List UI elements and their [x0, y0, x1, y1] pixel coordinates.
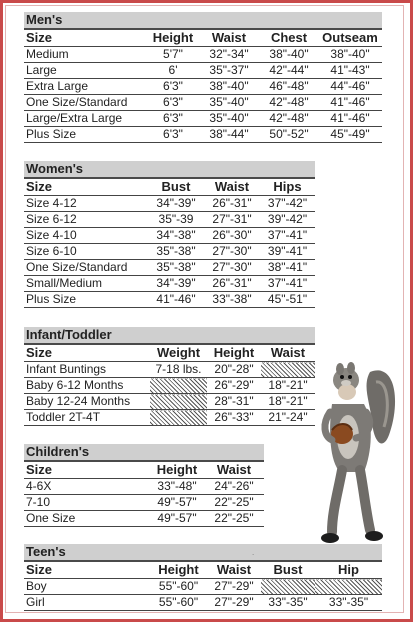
womens-col-size: Size	[26, 179, 53, 194]
childrens-title: Children's	[24, 444, 264, 462]
size-cell: Size 4-10	[26, 228, 77, 242]
weight-cell-na	[150, 378, 207, 394]
womens-col-waist: Waist	[214, 179, 250, 194]
stray-dot: .	[252, 548, 255, 557]
chest-cell: 38"-40"	[269, 47, 309, 61]
waist-cell: 22"-25"	[214, 511, 254, 525]
outseam-cell: 41"-43"	[330, 63, 370, 77]
childrens-col-size: Size	[26, 462, 53, 477]
hips-cell: 38"-41"	[267, 260, 308, 274]
size-cell: Medium	[26, 47, 69, 61]
size-cell: Size 6-12	[26, 212, 77, 226]
height-cell: 20"-28"	[214, 362, 254, 376]
size-cell: Infant Buntings	[26, 362, 107, 376]
infant-title: Infant/Toddler	[24, 327, 315, 345]
mens-header-row	[24, 30, 382, 47]
table-row	[24, 579, 382, 595]
size-cell: Large	[26, 63, 57, 77]
waist-cell: 32"-34"	[209, 47, 249, 61]
table-row	[24, 260, 315, 276]
teens-col-height: Height	[158, 562, 199, 577]
waist-cell: 26"-31"	[212, 196, 252, 210]
womens-section	[24, 161, 315, 308]
infant-col-waist: Waist	[270, 345, 306, 360]
size-cell: One Size/Standard	[26, 260, 128, 274]
womens-col-bust: Bust	[161, 179, 191, 194]
outseam-cell: 41"-46"	[330, 111, 370, 125]
bust-cell: 41"-46"	[156, 292, 196, 306]
waist-cell: 27"-31"	[212, 212, 252, 226]
table-row	[24, 47, 382, 63]
size-cell: Size 4-12	[26, 196, 77, 210]
bust-cell: 34"-39"	[156, 276, 196, 290]
table-row	[24, 63, 382, 79]
outseam-cell: 38"-40"	[330, 47, 370, 61]
size-cell: Toddler 2T-4T	[26, 410, 101, 424]
table-row	[24, 378, 315, 394]
mens-col-chest: Chest	[270, 30, 308, 45]
height-cell: 6'3"	[163, 127, 183, 141]
waist-cell: 35"-37"	[209, 63, 249, 77]
waist-cell: 18"-21"	[268, 378, 308, 392]
table-row	[24, 479, 264, 495]
teens-table	[24, 562, 382, 611]
waist-cell: 38"-44"	[209, 127, 249, 141]
table-row	[24, 127, 382, 143]
infant-col-height: Height	[213, 345, 255, 360]
size-cell: One Size/Standard	[26, 95, 128, 109]
chest-cell: 42"-48"	[269, 111, 309, 125]
size-cell: Plus Size	[26, 127, 77, 141]
womens-header-row	[24, 179, 315, 196]
bust-cell-na	[261, 579, 315, 595]
mens-section	[24, 12, 382, 143]
height-cell: 49"-57"	[157, 511, 197, 525]
waist-cell: 24"-26"	[214, 479, 254, 493]
chest-cell: 42"-48"	[269, 95, 309, 109]
waist-cell: 38"-40"	[209, 79, 249, 93]
teens-section	[24, 544, 382, 611]
waist-cell: 22"-25"	[214, 495, 254, 509]
waist-cell: 21"-24"	[268, 410, 308, 424]
hips-cell: 37"-42"	[267, 196, 308, 210]
mens-col-height: Height	[152, 30, 194, 45]
waist-cell: 18"-21"	[268, 394, 308, 408]
weight-cell-na	[150, 410, 207, 426]
weight-cell: 7-18 lbs.	[155, 362, 202, 376]
bust-cell: 34"-38"	[156, 228, 196, 242]
height-cell: 6'	[168, 63, 178, 77]
table-row	[24, 95, 382, 111]
height-cell: 6'3"	[163, 95, 183, 109]
mens-col-size: Size	[26, 30, 53, 45]
hips-cell: 37"-41"	[267, 276, 308, 290]
chest-cell: 46"-48"	[269, 79, 309, 93]
table-row	[24, 276, 315, 292]
waist-cell-na	[261, 362, 315, 378]
infant-col-weight: Weight	[156, 345, 201, 360]
womens-table	[24, 179, 315, 308]
waist-cell: 27"-30"	[212, 244, 252, 258]
height-cell: 26"-29"	[214, 378, 254, 392]
size-cell: 7-10	[26, 495, 51, 509]
bust-cell: 33"-35"	[268, 595, 308, 609]
size-cell: Baby 12-24 Months	[26, 394, 131, 408]
table-row	[24, 111, 382, 127]
hips-cell: 39"-42"	[267, 212, 308, 226]
weight-cell-na	[150, 394, 207, 410]
size-cell: Small/Medium	[26, 276, 103, 290]
height-cell: 49"-57"	[157, 495, 197, 509]
bust-cell: 35"-38"	[156, 244, 196, 258]
height-cell: 6'3"	[163, 111, 183, 125]
teens-header-row	[24, 562, 382, 579]
squirrel-costume-photo	[318, 352, 398, 552]
mens-table	[24, 30, 382, 143]
teens-col-bust: Bust	[273, 562, 303, 577]
waist-cell: 35"-40"	[209, 95, 249, 109]
mens-col-outseam: Outseam	[322, 30, 378, 45]
childrens-header-row	[24, 462, 264, 479]
waist-cell: 26"-30"	[212, 228, 252, 242]
size-cell: Girl	[26, 595, 45, 609]
height-cell: 33"-48"	[157, 479, 197, 493]
childrens-table	[24, 462, 264, 527]
waist-cell: 33"-38"	[212, 292, 252, 306]
childrens-col-height: Height	[156, 462, 198, 477]
table-row	[24, 79, 382, 95]
womens-title: Women's	[24, 161, 315, 179]
size-cell: Extra Large	[26, 79, 89, 93]
infant-header-row	[24, 345, 315, 362]
size-cell: Plus Size	[26, 292, 77, 306]
waist-cell: 27"-30"	[212, 260, 252, 274]
height-cell: 55"-60"	[158, 595, 199, 609]
teens-title: Teen's	[24, 544, 382, 562]
size-cell: One Size	[26, 511, 76, 525]
size-cell: Boy	[26, 579, 47, 593]
infant-section	[24, 327, 315, 426]
waist-cell: 27"-29"	[214, 579, 254, 593]
height-cell: 28"-31"	[214, 394, 254, 408]
table-row	[24, 410, 315, 426]
teens-col-hip: Hip	[338, 562, 359, 577]
hips-cell: 39"-41"	[267, 244, 308, 258]
outseam-cell: 44"-46"	[330, 79, 370, 93]
height-cell: 26"-33"	[214, 410, 254, 424]
table-row	[24, 362, 315, 378]
teens-col-waist: Waist	[216, 562, 252, 577]
childrens-col-waist: Waist	[216, 462, 252, 477]
mens-title: Men's	[24, 12, 382, 30]
waist-cell: 35"-40"	[209, 111, 249, 125]
table-row	[24, 511, 264, 527]
waist-cell: 26"-31"	[212, 276, 252, 290]
height-cell: 55"-60"	[158, 579, 199, 593]
table-row	[24, 292, 315, 308]
table-row	[24, 595, 382, 611]
size-cell: Size 6-10	[26, 244, 77, 258]
bust-cell: 35"-38"	[156, 260, 196, 274]
childrens-section	[24, 444, 264, 527]
teens-col-size: Size	[26, 562, 53, 577]
bust-cell: 34"-39"	[156, 196, 196, 210]
chest-cell: 50"-52"	[269, 127, 309, 141]
bust-cell: 35"-39	[158, 212, 194, 226]
infant-table	[24, 345, 315, 426]
table-row	[24, 212, 315, 228]
table-row	[24, 196, 315, 212]
mens-col-waist: Waist	[211, 30, 247, 45]
womens-col-hips: Hips	[273, 179, 302, 194]
chest-cell: 42"-44"	[269, 63, 309, 77]
size-cell: Large/Extra Large	[26, 111, 123, 125]
infant-col-size: Size	[26, 345, 53, 360]
size-cell: 4-6X	[26, 479, 52, 493]
size-cell: Baby 6-12 Months	[26, 378, 124, 392]
hip-cell: 33"-35"	[328, 595, 369, 609]
waist-cell: 27"-29"	[214, 595, 254, 609]
table-row	[24, 228, 315, 244]
height-cell: 5'7"	[163, 47, 183, 61]
height-cell: 6'3"	[163, 79, 183, 93]
table-row	[24, 495, 264, 511]
hips-cell: 45"-51"	[267, 292, 308, 306]
table-row	[24, 394, 315, 410]
hip-cell-na	[315, 579, 382, 595]
outseam-cell: 41"-46"	[330, 95, 370, 109]
table-row	[24, 244, 315, 260]
outseam-cell: 45"-49"	[330, 127, 370, 141]
hips-cell: 37"-41"	[267, 228, 308, 242]
